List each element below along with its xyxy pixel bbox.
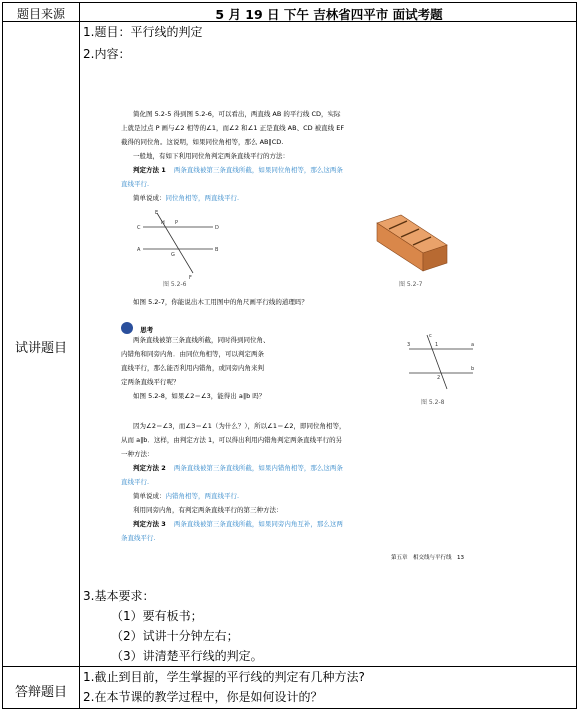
think-title: 思考 bbox=[140, 326, 154, 334]
textbook-line: 利用同旁内角，有判定两条直线平行的第三种方法： bbox=[133, 506, 283, 514]
figure-5-2-6-caption: 图 5.2-6 bbox=[163, 281, 187, 288]
svg-text:D: D bbox=[215, 225, 219, 231]
think-line: 如图 5.2-8，如果∠2＝∠3，能得出 a∥b 吗？ bbox=[133, 392, 266, 400]
brief1-text: 同位角相等，两直线平行. bbox=[165, 194, 240, 202]
exam-table bbox=[2, 2, 577, 709]
svg-text:B: B bbox=[215, 247, 219, 253]
svg-text:A: A bbox=[137, 247, 141, 253]
requirement-item: （3）讲清楚平行线的判定。 bbox=[111, 649, 263, 663]
textbook-line: 上就是过点 P 画与∠2 相等的∠1，而∠2 和∠1 正是直线 AB、CD 被直线 EF bbox=[121, 124, 345, 132]
defense-question: 2.在本节课的教学过程中，你是如何设计的？ bbox=[83, 690, 323, 704]
brief1-prefix: 简单说成： bbox=[133, 194, 166, 202]
page-footer: 第五章 相交线与平行线 13 bbox=[391, 555, 464, 561]
svg-text:c: c bbox=[429, 333, 432, 339]
textbook-line: 截得的同位角。这说明，如果同位角相等，那么 AB∥CD. bbox=[121, 138, 284, 146]
figure-5-2-8-caption: 图 5.2-8 bbox=[421, 399, 445, 406]
column-divider bbox=[79, 3, 80, 708]
method2-label: 判定方法 2 bbox=[133, 464, 166, 472]
think-line: 定两条直线平行呢？ bbox=[121, 378, 180, 386]
method1-text2: 直线平行. bbox=[121, 180, 150, 188]
svg-text:2: 2 bbox=[437, 375, 441, 381]
method3-text: 两条直线被第三条直线所截，如果同旁内角互补，那么这两 bbox=[173, 520, 343, 528]
source-label: 题目来源 bbox=[16, 7, 66, 21]
think-line: 两条直线被第三条直线所截，同时得到同位角、 bbox=[133, 336, 270, 344]
brief2-prefix: 简单说成： bbox=[133, 492, 166, 500]
think-line: 直线平行，那么能否利用内错角，或同旁内角来判 bbox=[121, 364, 264, 372]
svg-text:F: F bbox=[189, 275, 192, 279]
requirement-item: （2）试讲十分钟左右； bbox=[111, 629, 239, 643]
source-title: 5 月 19 日 下午 吉林省四平市 面试考题 bbox=[215, 7, 443, 22]
method1-text: 两条直线被第三条直线所截，如果同位角相等，那么这两条 bbox=[173, 166, 343, 174]
requirements-title: 3.基本要求： bbox=[83, 589, 155, 603]
content-line: 2.内容： bbox=[83, 47, 131, 61]
question-line: 如图 5.2-7，你能说出木工用图中的角尺画平行线的道理吗？ bbox=[133, 298, 308, 306]
svg-text:E: E bbox=[155, 210, 159, 216]
defense-label: 答辩题目 bbox=[14, 685, 68, 700]
textbook-line: 因为∠2＝∠3，而∠3＝∠1（为什么？），所以∠1＝∠2，即同位角相等， bbox=[133, 422, 346, 430]
textbook-line: 简化图 5.2-5 得到图 5.2-6，可以看出，两直线 AB 的平行线 CD，实际 bbox=[133, 110, 341, 118]
figure-5-2-7 bbox=[371, 211, 451, 275]
textbook-line: 从而 a∥b．这样，由判定方法 1，可以得出利用内错角判定两条直线平行的另 bbox=[121, 436, 343, 444]
textbook-page bbox=[121, 101, 491, 581]
method2-text: 两条直线被第三条直线所截，如果内错角相等，那么这两条 bbox=[173, 464, 343, 472]
svg-text:b: b bbox=[471, 366, 475, 372]
topic-line: 1.题目：平行线的判定 bbox=[83, 25, 203, 39]
think-icon bbox=[121, 322, 133, 334]
svg-text:C: C bbox=[137, 225, 141, 231]
figure-5-2-6 bbox=[135, 209, 225, 279]
method1-label: 判定方法 1 bbox=[133, 166, 166, 174]
textbook-line: 一种方法： bbox=[121, 450, 154, 458]
figure-5-2-7-caption: 图 5.2-7 bbox=[399, 281, 423, 288]
brief2-text: 内错角相等，两直线平行. bbox=[165, 492, 240, 500]
method3-text2: 条直线平行. bbox=[121, 534, 156, 542]
row-divider bbox=[3, 666, 576, 667]
think-line: 内错角和同旁内角．由同位角相等，可以判定两条 bbox=[121, 350, 264, 358]
svg-text:P: P bbox=[175, 220, 179, 226]
defense-content bbox=[83, 668, 572, 706]
svg-text:H: H bbox=[161, 220, 165, 226]
method3-label: 判定方法 3 bbox=[133, 520, 166, 528]
textbook-line: 一般地，有如下利用同位角判定两条直线平行的方法： bbox=[133, 152, 289, 160]
svg-text:a: a bbox=[471, 342, 475, 348]
method2-text2: 直线平行. bbox=[121, 478, 150, 486]
svg-text:G: G bbox=[171, 252, 175, 258]
requirements bbox=[83, 587, 572, 665]
svg-text:3: 3 bbox=[407, 342, 411, 348]
svg-text:1: 1 bbox=[435, 342, 439, 348]
trial-label: 试讲题目 bbox=[14, 341, 68, 356]
trial-content bbox=[83, 23, 572, 63]
figure-5-2-8 bbox=[407, 333, 477, 393]
defense-question: 1.截止到目前，学生掌握的平行线的判定有几种方法? bbox=[83, 670, 365, 684]
requirement-item: （1）要有板书； bbox=[111, 609, 203, 623]
